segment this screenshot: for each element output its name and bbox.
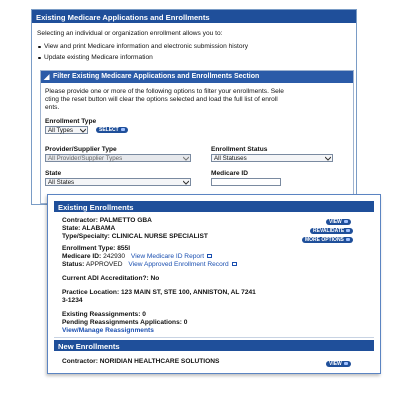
arrow-icon xyxy=(346,229,350,232)
new-enrollments-header xyxy=(54,340,374,351)
state-text: State: ALABAMA xyxy=(62,225,116,232)
bullet-view-print: View and print Medicare information and electronic submission history xyxy=(44,43,249,50)
enrollment-type-label: Enrollment Type xyxy=(45,118,97,125)
filter-section xyxy=(40,70,354,204)
chevron-down-icon xyxy=(325,156,331,161)
practice-location-line2: 3-1234 xyxy=(62,297,83,304)
view-button[interactable]: VIEW xyxy=(326,219,351,225)
pending-reassignments-text: Pending Reassignments Applications: 0 xyxy=(62,319,188,326)
arrow-icon xyxy=(346,238,350,241)
medicare-id-row: Medicare ID: 242930 View Medicare ID Report xyxy=(62,253,212,260)
new-contractor-text: Contractor: NORIDIAN HEALTHCARE SOLUTIONS xyxy=(62,358,220,365)
existing-enrollments-title: Existing Enrollments xyxy=(58,203,134,212)
external-link-icon xyxy=(207,254,212,258)
contractor-text: Contractor: PALMETTO GBA xyxy=(62,217,152,224)
existing-enrollments-panel xyxy=(47,194,381,374)
enrollment-status-label: Enrollment Status xyxy=(211,146,268,153)
type-specialty-text: Type/Specialty: CLINICAL NURSE SPECIALIST xyxy=(62,233,208,240)
chevron-down-icon xyxy=(80,128,86,133)
revalidate-button[interactable]: REVALIDATE xyxy=(310,228,353,234)
intro-text: Selecting an individual or organization enrollment allows you to: xyxy=(37,30,223,37)
state-label: State xyxy=(45,170,62,177)
existing-applications-title: Existing Medicare Applications and Enrollments xyxy=(36,13,210,22)
provider-type-label: Provider/Supplier Type xyxy=(45,146,117,153)
accreditation-text: Current ADI Accreditation?: No xyxy=(62,275,160,282)
existing-applications-panel xyxy=(31,9,357,205)
new-enrollments-title: New Enrollments xyxy=(58,342,120,351)
state-select[interactable] xyxy=(45,178,191,186)
new-view-button[interactable]: VIEW xyxy=(326,361,351,367)
medicare-id-label: Medicare ID xyxy=(211,170,249,177)
view-manage-reassignments-link[interactable]: View/Manage Reassignments xyxy=(62,327,154,334)
chevron-down-icon xyxy=(183,156,189,161)
filter-instructions-line1: Please provide one or more of the following options to filter your enrollments. Sele xyxy=(45,88,284,95)
existing-enrollments-header xyxy=(54,201,374,212)
enrollment-type-select[interactable] xyxy=(45,126,88,134)
view-approved-enrollment-link[interactable]: View Approved Enrollment Record xyxy=(128,261,229,268)
provider-type-value: All Provider/Supplier Types xyxy=(48,155,123,162)
existing-reassignments-text: Existing Reassignments: 0 xyxy=(62,311,146,318)
filter-section-title: Filter Existing Medicare Applications and Enrollments Section xyxy=(53,73,260,80)
divider xyxy=(54,337,374,338)
provider-type-select[interactable] xyxy=(45,154,191,162)
status-value: APPROVED xyxy=(85,261,123,268)
filter-instructions-line3: ents. xyxy=(45,104,60,111)
state-value: All States xyxy=(48,179,75,186)
chevron-down-icon xyxy=(183,180,189,185)
more-options-button[interactable]: MORE OPTIONS xyxy=(302,237,353,243)
enrollment-status-select[interactable] xyxy=(211,154,333,162)
enrollment-type-text: Enrollment Type: 855I xyxy=(62,245,131,252)
practice-location-line1: Practice Location: 123 MAIN ST, STE 100, ANNISTON, AL 7241 xyxy=(62,289,256,296)
filter-instructions-line2: cting the reset button will clear the options selected and load the full list of enroll xyxy=(45,96,278,103)
select-button[interactable]: SELECT xyxy=(96,127,128,133)
existing-applications-header xyxy=(32,10,356,23)
view-medicare-id-report-link[interactable]: View Medicare ID Report xyxy=(130,253,205,260)
enrollment-type-value: All Types xyxy=(48,127,73,134)
status-row: Status: APPROVED View Approved Enrollment Record xyxy=(62,261,237,268)
arrow-icon xyxy=(344,362,348,365)
bullet-update: Update existing Medicare information xyxy=(44,54,153,61)
collapse-arrow-icon[interactable]: ◢ xyxy=(44,74,50,81)
enrollment-status-value: All Statuses xyxy=(214,155,247,162)
arrow-icon xyxy=(121,128,125,131)
external-link-icon xyxy=(232,262,237,266)
medicare-id-input[interactable] xyxy=(211,178,281,186)
medicare-id-value: 242930 xyxy=(103,253,126,260)
filter-section-header[interactable] xyxy=(41,71,353,83)
arrow-icon xyxy=(344,220,348,223)
